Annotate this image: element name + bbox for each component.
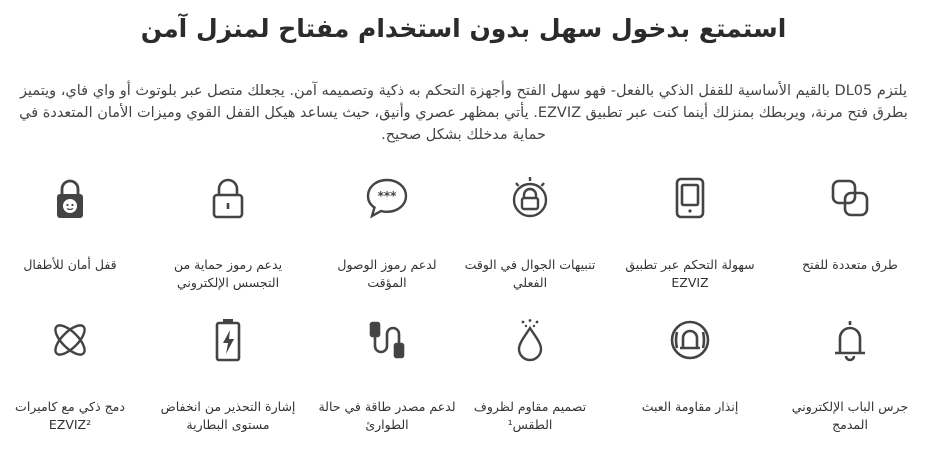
- overlapping-squares-icon: [828, 176, 872, 220]
- feature-label: قفل أمان للأطفال: [23, 257, 117, 272]
- feature-label: لدعم مصدر طاقة في حالة الطوارئ: [318, 399, 456, 432]
- feature-child-lock: [0, 176, 140, 274]
- feature-label: إشارة التحذير من انخفاض مستوى البطارية: [160, 399, 296, 432]
- atom-icon: [48, 318, 92, 362]
- feature-anti-peeping-code: [158, 176, 298, 292]
- feature-emergency-power: [317, 318, 457, 434]
- feature-camera-integration: [0, 318, 140, 434]
- feature-mobile-alerts: [460, 176, 600, 292]
- feature-label: جرس الباب الإلكتروني المدمج: [791, 399, 909, 432]
- svg-text:***: ***: [377, 189, 397, 203]
- chat-bubble-icon: [365, 176, 409, 220]
- feature-label: يدعم رموز حماية من التجسس الإلكتروني: [173, 257, 283, 290]
- child-lock-icon: [48, 176, 92, 220]
- feature-label: إنذار مقاومة العبث: [641, 399, 739, 414]
- feature-weatherproof: [460, 318, 600, 434]
- tablet-icon: [668, 176, 712, 220]
- low-battery-icon: [206, 318, 250, 362]
- alarm-lock-icon: [508, 176, 552, 220]
- bell-icon: [828, 318, 872, 362]
- feature-label: تصميم مقاوم لظروف الطقس¹: [473, 399, 587, 432]
- section-description: يلتزم DL05 بالقيم الأساسية للقفل الذكي بالفعل- فهو سهل الفتح وأجهزة التحكم به ذكية وتصميمه آمن. يجعلك متصل عبر بلوتوث أو واي فاي، ويتميز بطرق فتح مرنة، ويربطك بمنزلك أينما كنت عبر تطبيق EZVIZ. يأتي بمظهر عصري وأنيق، حيث يساعد هيكل القفل القوي وميزات الأمان المتعددة في حماية مدخلك بشكل صحيح.: [19, 83, 908, 143]
- feature-tamper-alarm: [620, 318, 760, 416]
- feature-app-control: [620, 176, 760, 292]
- usb-cable-icon: [365, 318, 409, 362]
- feature-label: سهولة التحكم عبر تطبيق EZVIZ: [625, 257, 755, 290]
- feature-label: طرق متعددة للفتح: [802, 257, 898, 272]
- feature-label: دمج ذكي مع كاميرات EZVIZ²: [15, 399, 125, 432]
- feature-doorbell: [780, 318, 920, 434]
- tamper-alarm-icon: [668, 318, 712, 362]
- feature-low-battery-alert: [158, 318, 298, 434]
- water-drop-icon: [508, 318, 552, 362]
- feature-label: لدعم رموز الوصول المؤقت: [337, 257, 437, 290]
- feature-temporary-codes: [317, 176, 457, 292]
- feature-multiple-unlock-methods: [780, 176, 920, 274]
- feature-label: تنبيهات الجوال في الوقت الفعلي: [464, 257, 596, 290]
- section-title: استمتع بدخول سهل بدون استخدام مفتاح لمنزل آمن: [140, 14, 787, 43]
- padlock-icon: [206, 176, 250, 220]
